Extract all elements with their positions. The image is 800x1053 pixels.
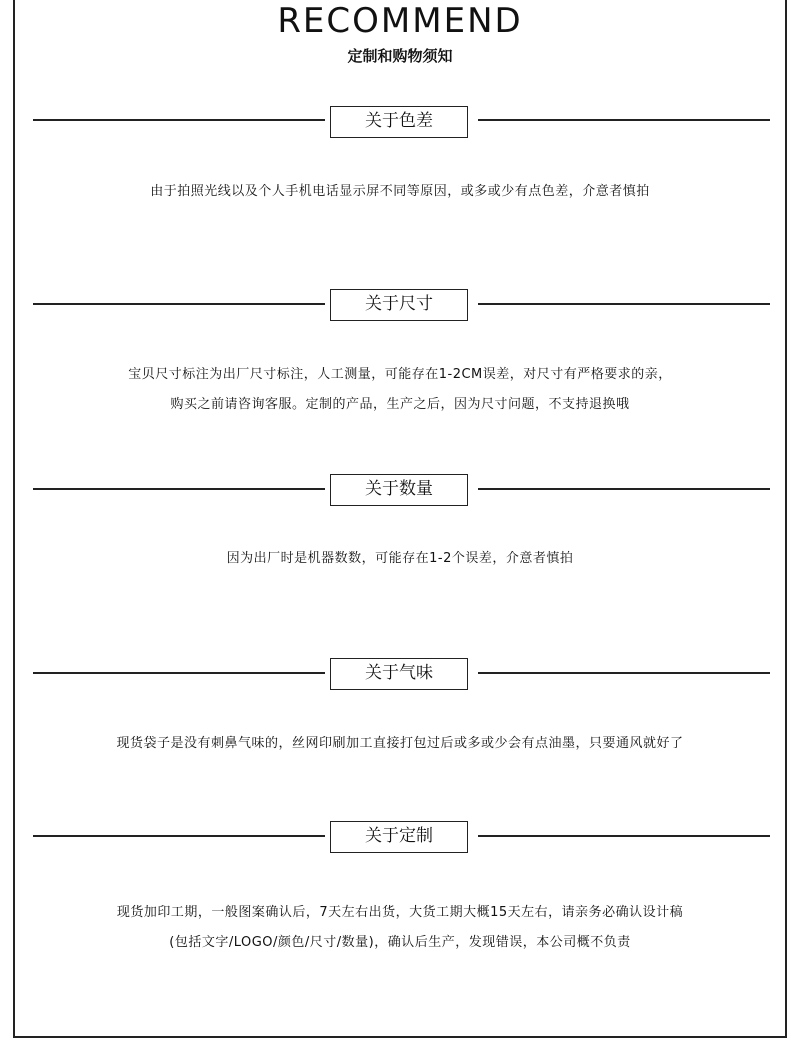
section-text <box>30 729 770 759</box>
section-text <box>30 898 770 958</box>
divider-left <box>33 119 325 121</box>
divider-right <box>478 303 770 305</box>
section-text <box>30 360 770 420</box>
divider-right <box>478 119 770 121</box>
text-line: 现货袋子是没有刺鼻气味的，丝网印刷加工直接打包过后或多或少会有点油墨，只要通风就好了 <box>116 736 684 751</box>
section-heading: 关于气味 <box>330 658 468 690</box>
text-line: 宝贝尺寸标注为出厂尺寸标注，人工测量，可能存在1-2CM误差，对尺寸有严格要求的亲， <box>128 367 672 382</box>
section-heading: 关于数量 <box>330 474 468 506</box>
section-text <box>30 544 770 574</box>
section-heading: 关于定制 <box>330 821 468 853</box>
page-frame <box>13 0 787 1038</box>
divider-left <box>33 835 325 837</box>
divider-left <box>33 672 325 674</box>
divider-left <box>33 303 325 305</box>
text-line: 现货加印工期，一般图案确认后，7天左右出货，大货工期大概15天左右，请亲务必确认设计稿 <box>116 905 684 920</box>
text-line: (包括文字/LOGO/颜色/尺寸/数量)，确认后生产，发现错误，本公司概不负责 <box>169 935 631 950</box>
page-title: RECOMMEND <box>277 1 523 41</box>
section-heading: 关于尺寸 <box>330 289 468 321</box>
text-line: 由于拍照光线以及个人手机电话显示屏不同等原因，或多或少有点色差，介意者慎拍 <box>150 184 650 199</box>
divider-right <box>478 488 770 490</box>
text-line: 因为出厂时是机器数数，可能存在1-2个误差，介意者慎拍 <box>226 551 574 566</box>
section-text <box>30 177 770 207</box>
divider-right <box>478 672 770 674</box>
divider-left <box>33 488 325 490</box>
page-subtitle: 定制和购物须知 <box>347 47 453 65</box>
divider-right <box>478 835 770 837</box>
section-heading: 关于色差 <box>330 106 468 138</box>
text-line: 购买之前请咨询客服。定制的产品，生产之后，因为尺寸问题，不支持退换哦 <box>170 397 630 412</box>
